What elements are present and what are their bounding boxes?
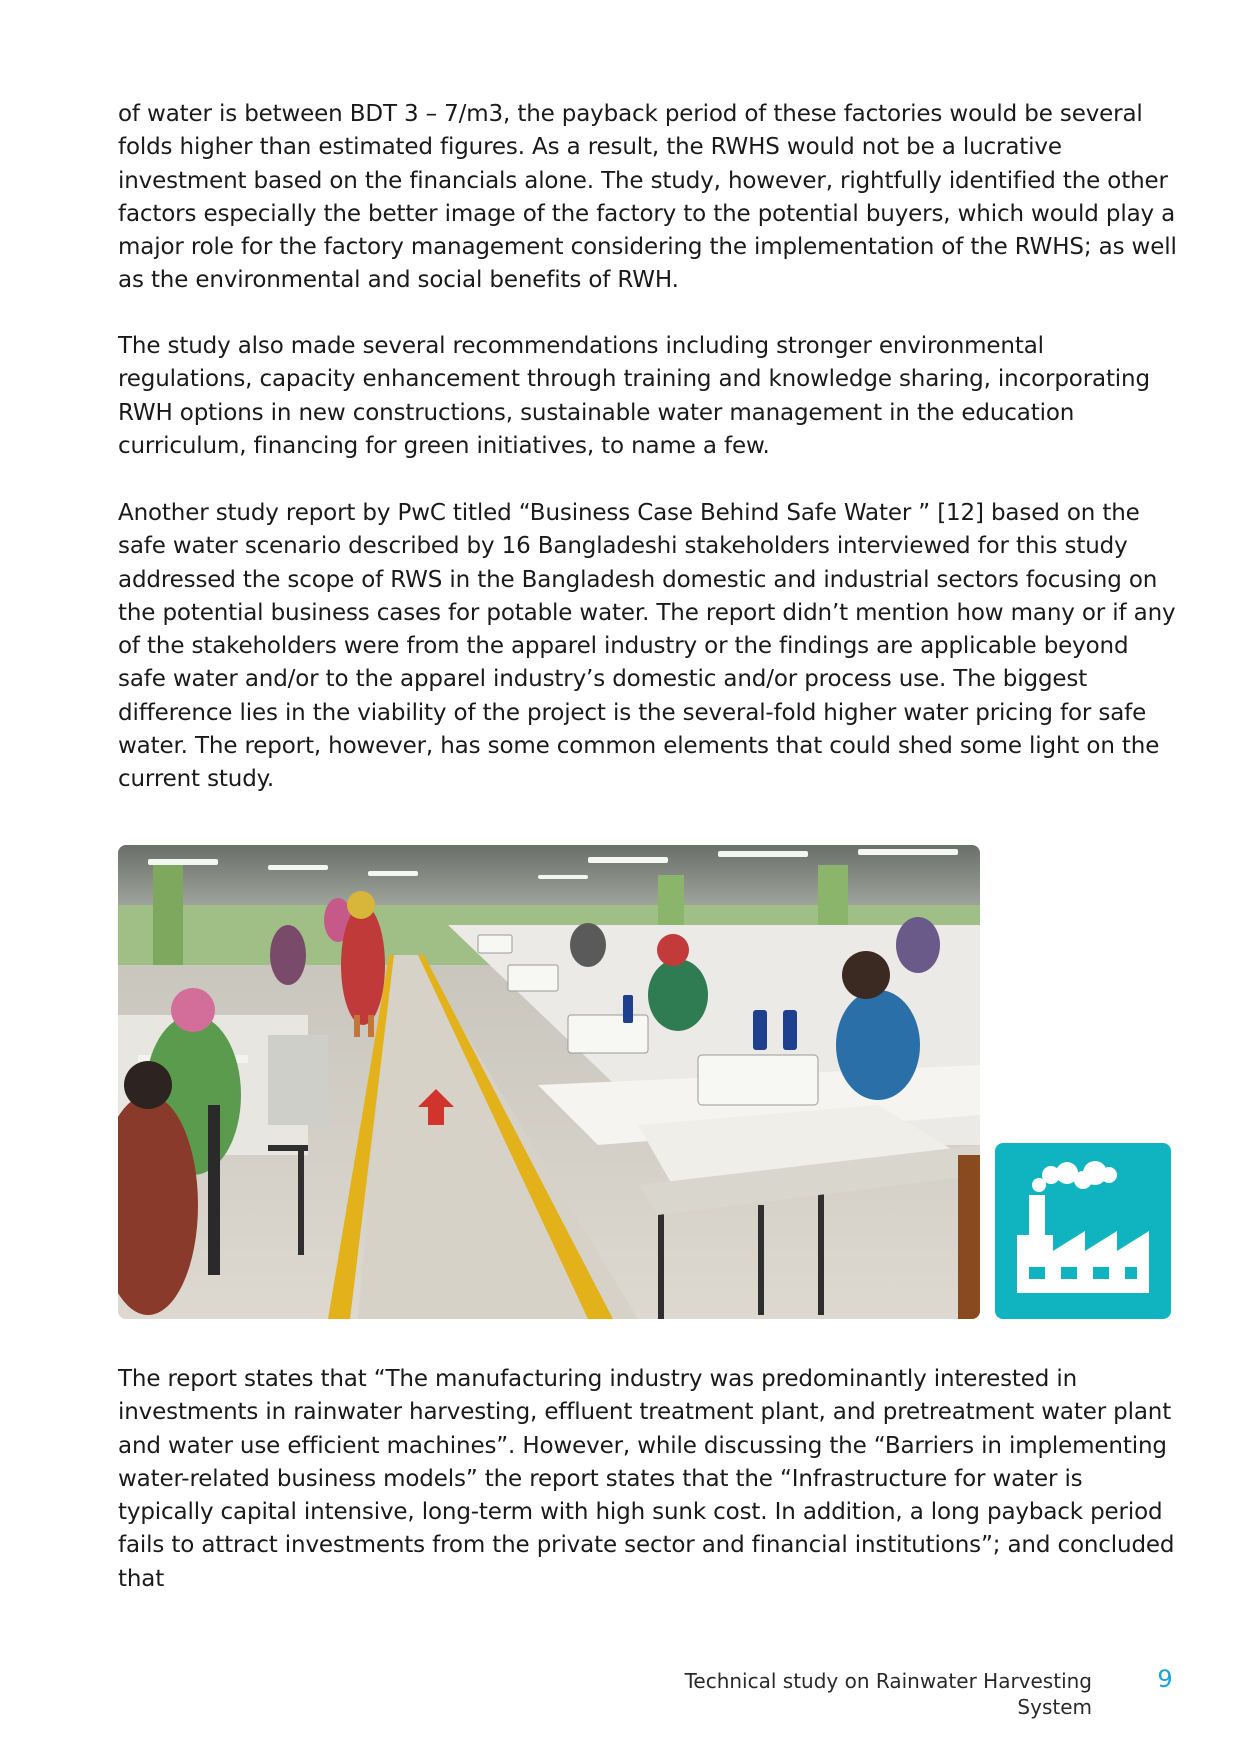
body-paragraph-2: The study also made several recommendations including stronger environmental regulations, capacity enhancement through training and knowledge sharing, incorporating RWH options in new constructions, sustainable water management in the education curriculum, financing for green initiatives, to name a few. <box>118 333 1150 459</box>
footer-document-title: Technical study on Rainwater Harvesting System <box>684 1669 1092 1719</box>
factory-icon <box>995 1143 1171 1319</box>
page-number: 9 <box>1157 1665 1173 1693</box>
body-paragraph-1: of water is between BDT 3 – 7/m3, the payback period of these factories would be several folds higher than estimated figures. As a result, the RWHS would not be a lucrative investment based on the financials alone. The study, however, rightfully identified the other factors especially the better image of the factory to the potential buyers, which would play a major role for the factory management considering the implementation of the RWHS; as well as the environmental and social benefits of RWH. <box>118 101 1177 294</box>
body-paragraph-4: The report states that “The manufacturing industry was predominantly interested in investments in rainwater harvesting, effluent treatment plant, and pretreatment water plant and water use efficient machines”. However, while discussing the “Barriers in implementing water-related business models” the report states that the “Infrastructure for water is typically capital intensive, long-term with high sunk cost. In addition, a long payback period fails to attract investments from the private sector and financial institutions”; and concluded that <box>118 1366 1175 1592</box>
garment-factory-photo <box>118 845 980 1319</box>
body-paragraph-3: Another study report by PwC titled “Business Case Behind Safe Water ” [12] based on the safe water scenario described by 16 Bangladeshi stakeholders interviewed for this study addressed the scope of RWS in the Bangladesh domestic and industrial sectors focusing on the potential business cases for potable water. The report didn’t mention how many or if any of the stakeholders were from the apparel industry or the findings are applicable beyond safe water and/or to the apparel industry’s domestic and/or process use. The biggest difference lies in the viability of the project is the several-fold higher water pricing for safe water. The report, however, has some common elements that could shed some light on the current study. <box>118 500 1176 793</box>
